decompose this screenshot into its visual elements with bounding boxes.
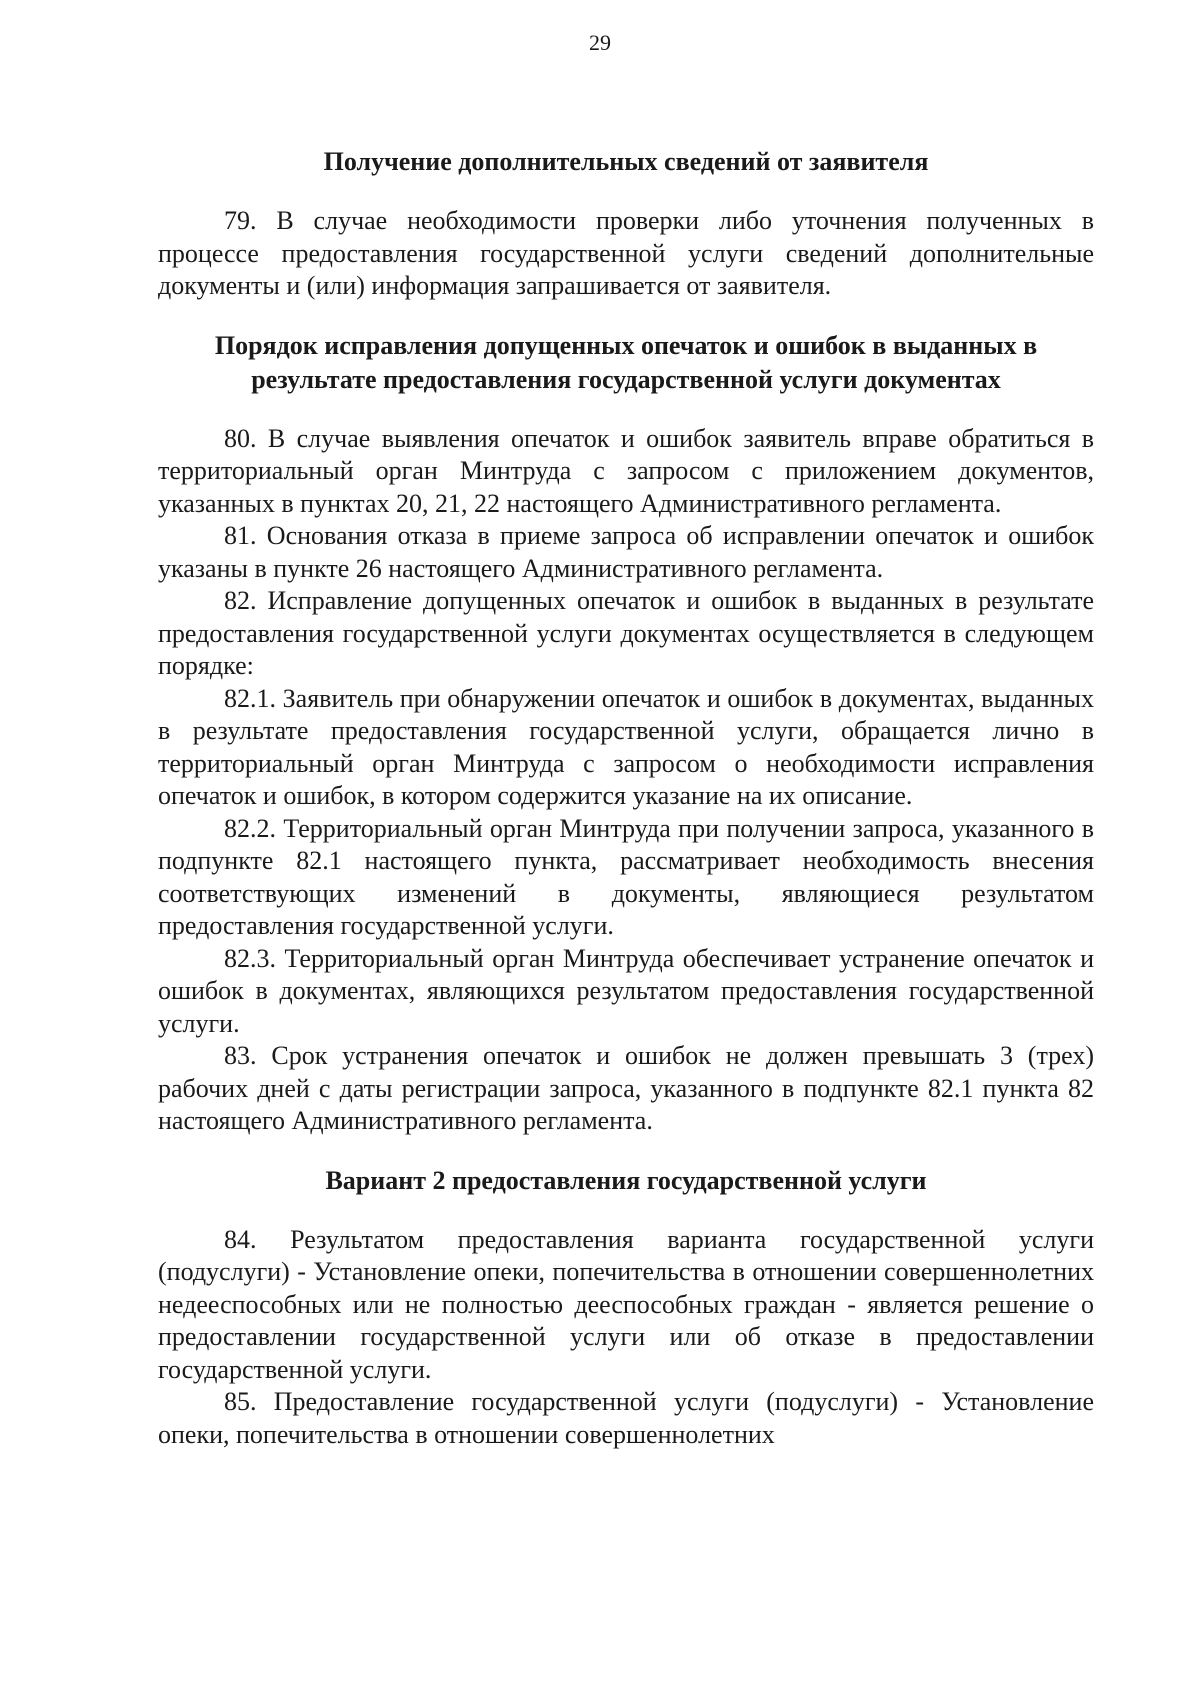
paragraph: 81. Основания отказа в приеме запроса об исправлении опечаток и ошибок указаны в пункте 26 настоящего Административного регламента. [158, 521, 1094, 583]
section-heading: Вариант 2 предоставления государственной услуги [325, 1165, 927, 1195]
paragraph: 82.1. Заявитель при обнаружении опечаток и ошибок в документах, выданных в результате предоставления государственной услуги, обращается лично в территориальный орган Минтруда с запросом о необходимости исправления опечаток и ошибок, в котором содержится указание на их описание. [158, 683, 1094, 810]
paragraph: 83. Срок устранения опечаток и ошибок не должен превышать 3 (трех) рабочих дней с даты регистрации запроса, указанного в подпункте 82.1 пункта 82 настоящего Административного регламента. [158, 1041, 1094, 1135]
document-body [158, 145, 1094, 1451]
paragraph: 82.3. Территориальный орган Минтруда обеспечивает устранение опечаток и ошибок в документах, являющихся результатом предоставления государственной услуги. [158, 943, 1094, 1038]
paragraph: 80. В случае выявления опечаток и ошибок заявитель вправе обратиться в территориальный орган Минтруда с запросом с приложением документов, указанных в пунктах 20, 21, 22 настоящего Административного регламента. [158, 423, 1094, 518]
paragraph: 85. Предоставление государственной услуги (подуслуги) - Установление опеки, попечительства в отношении совершеннолетних [158, 1387, 1094, 1449]
section-heading: Порядок исправления допущенных опечаток и ошибок в выданных в результате предоставления государственной услуги документах [214, 330, 1038, 394]
paragraph: 82. Исправление допущенных опечаток и ошибок в выданных в результате предоставления государственной услуги документах осуществляется в следующем порядке: [158, 586, 1094, 680]
paragraph: 79. В случае необходимости проверки либо уточнения полученных в процессе предоставления государственной услуги сведений дополнительные документы и (или) информация запрашивается от заявителя. [158, 206, 1094, 300]
paragraph: 84. Результатом предоставления варианта государственной услуги (подуслуги) - Установление опеки, попечительства в отношении совершеннолетних недееспособных или не полностью дееспособных граждан - является решение о предоставлении государственной услуги или об отказе в предоставлении государственной услуги. [158, 1224, 1094, 1384]
paragraph: 82.2. Территориальный орган Минтруда при получении запроса, указанного в подпункте 82.1 настоящего пункта, рассматривает необходимость внесения соответствующих изменений в документы, являющиеся результатом предоставления государственной услуги. [158, 813, 1094, 940]
section-heading: Получение дополнительных сведений от заявителя [323, 147, 929, 176]
page-number: 29 [589, 30, 611, 55]
